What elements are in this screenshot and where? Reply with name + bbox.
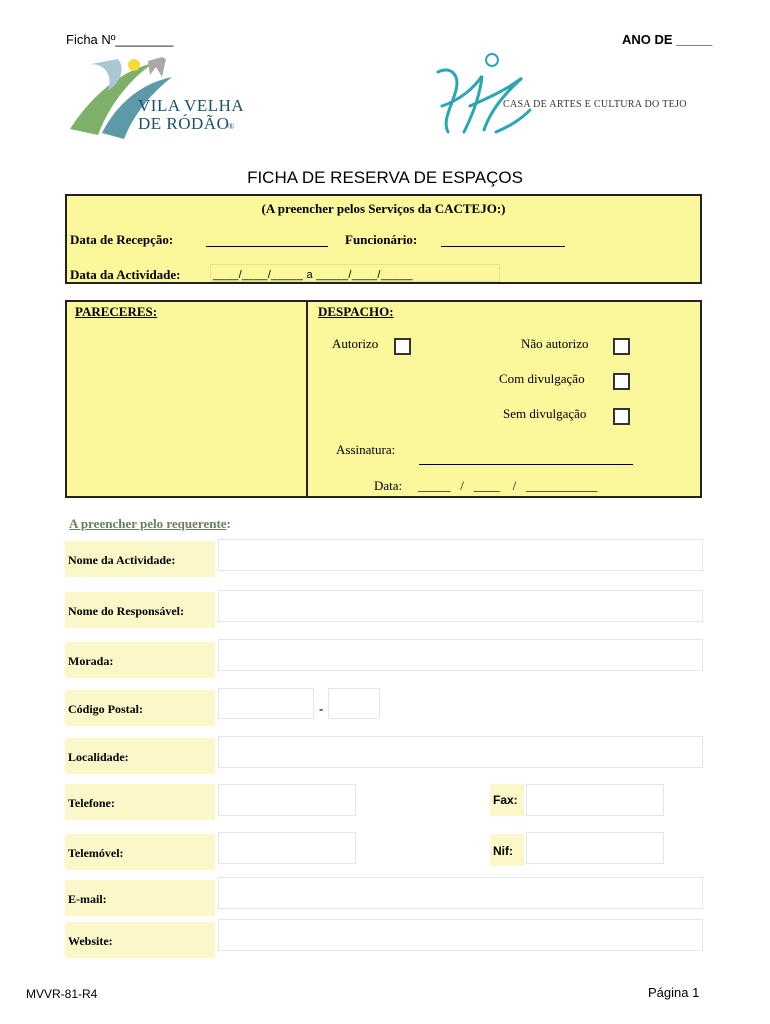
cactejo-tagline: CASA DE ARTES E CULTURA DO TEJO xyxy=(503,99,687,110)
telemovel-input[interactable] xyxy=(218,832,356,864)
registered-mark: ® xyxy=(228,122,235,131)
fax-input[interactable] xyxy=(526,784,664,816)
form-code: MVVR-81-R4 xyxy=(26,987,98,1001)
nome-actividade-label: Nome da Actividade: xyxy=(65,541,215,577)
com-divulgacao-label: Com divulgação xyxy=(499,371,585,386)
despacho-heading: DESPACHO: xyxy=(318,304,394,319)
nif-label: Nif: xyxy=(490,834,524,866)
ano-de-field: ANO DE _____ xyxy=(622,32,713,47)
sem-divulgacao-label: Sem divulgação xyxy=(503,406,587,421)
nome-responsavel-input[interactable] xyxy=(218,590,703,622)
funcionario-label: Funcionário: xyxy=(345,232,418,247)
despacho-data-value[interactable]: _____ / ____ / ___________ xyxy=(418,478,598,493)
ficha-number-field: Ficha Nº________ xyxy=(66,32,174,47)
despacho-box xyxy=(306,300,702,498)
page-title: FICHA DE RESERVA DE ESPAÇOS xyxy=(247,168,523,187)
actividade-date-label: Data da Actividade: xyxy=(70,267,181,282)
nao-autorizo-checkbox[interactable] xyxy=(613,338,630,355)
email-input[interactable] xyxy=(218,877,703,909)
autorizo-checkbox[interactable] xyxy=(394,338,411,355)
com-divulgacao-checkbox[interactable] xyxy=(613,373,630,390)
pareceres-heading: PARECERES: xyxy=(75,304,158,319)
website-input[interactable] xyxy=(218,919,703,951)
nome-responsavel-label: Nome do Responsável: xyxy=(65,592,215,628)
autorizo-label: Autorizo xyxy=(332,336,379,351)
telefone-input[interactable] xyxy=(218,784,356,816)
email-label: E-mail: xyxy=(65,880,215,916)
pareceres-box[interactable] xyxy=(65,300,308,498)
recepcao-input-line[interactable] xyxy=(206,232,328,247)
nao-autorizo-label: Não autorizo xyxy=(521,336,589,351)
codigo-postal-label: Código Postal: xyxy=(65,690,215,726)
services-subtitle: (A preencher pelos Serviços da CACTEJO:) xyxy=(261,201,506,216)
morada-input[interactable] xyxy=(218,639,703,671)
requerente-heading-colon: : xyxy=(226,516,231,531)
codigo-postal-input-2[interactable] xyxy=(328,688,380,719)
vvr-logo-line1: VILA VELHA xyxy=(138,96,245,115)
vvr-logo-line2: DE RÓDÃO xyxy=(138,114,230,133)
despacho-data-label: Data: xyxy=(374,478,403,493)
requerente-heading-text: A preencher pelo requerente xyxy=(69,516,227,531)
website-label: Website: xyxy=(65,922,215,958)
codigo-postal-dash: - xyxy=(319,701,324,716)
nome-actividade-input[interactable] xyxy=(218,539,703,571)
localidade-input[interactable] xyxy=(218,736,703,768)
fax-label: Fax: xyxy=(490,784,524,816)
telefone-label: Telefone: xyxy=(65,784,215,820)
localidade-label: Localidade: xyxy=(65,738,215,774)
funcionario-input-line[interactable] xyxy=(441,232,565,247)
services-box xyxy=(65,194,702,284)
actividade-date-value: ____/____/_____ a _____/____/_____ xyxy=(213,269,413,281)
cactejo-logo xyxy=(430,50,540,140)
telemovel-label: Telemóvel: xyxy=(65,834,215,870)
assinatura-label: Assinatura: xyxy=(336,442,396,457)
requerente-heading xyxy=(69,516,231,532)
nif-input[interactable] xyxy=(526,832,664,864)
assinatura-input-line[interactable] xyxy=(419,450,633,465)
page-number: Página 1 xyxy=(648,985,700,1000)
recepcao-label: Data de Recepção: xyxy=(70,232,174,247)
sem-divulgacao-checkbox[interactable] xyxy=(613,408,630,425)
codigo-postal-input-1[interactable] xyxy=(218,688,314,719)
morada-label: Morada: xyxy=(65,642,215,678)
